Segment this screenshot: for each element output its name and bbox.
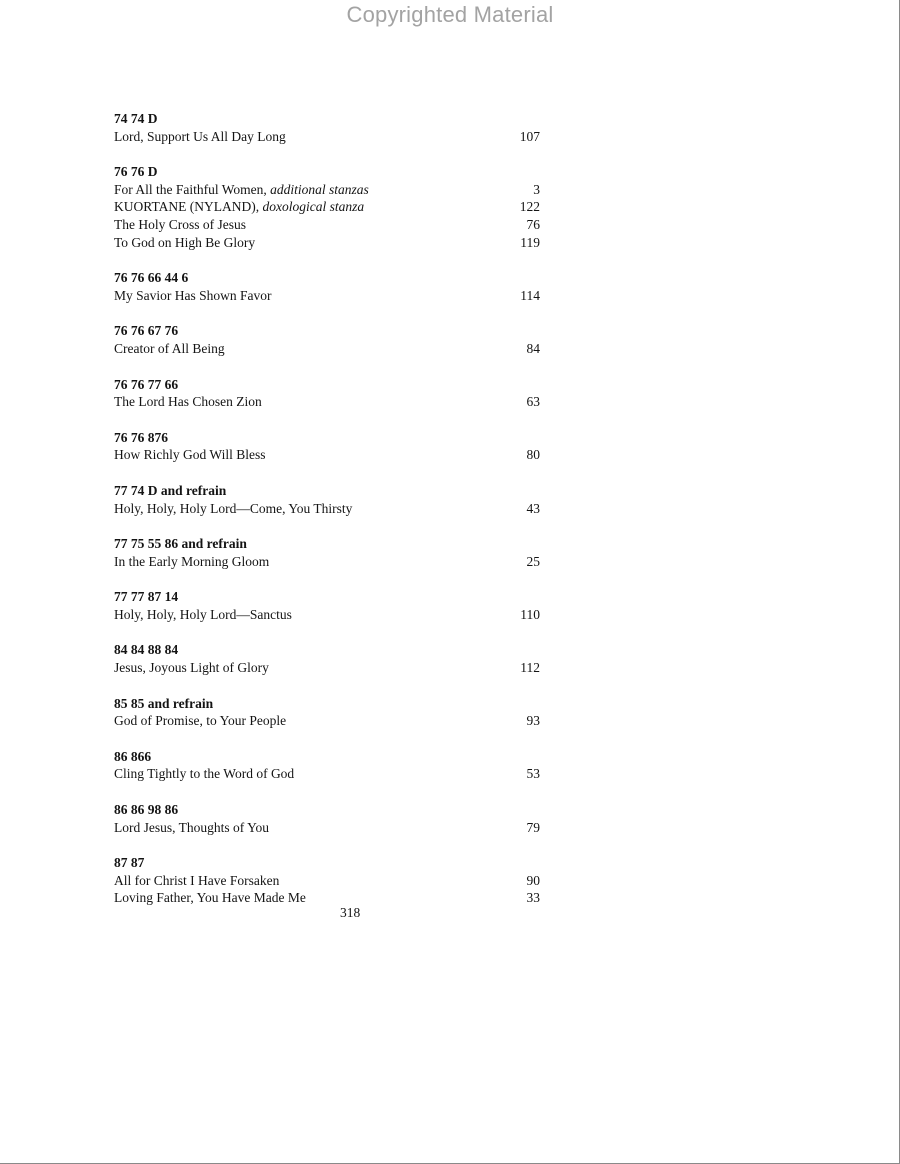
hymn-title: Jesus, Joyous Light of Glory <box>114 660 269 676</box>
page-number: 318 <box>340 905 361 920</box>
hymn-title-line <box>114 340 225 358</box>
hymn-number: 119 <box>520 234 540 250</box>
copyright-watermark: Copyrighted Material <box>346 2 554 27</box>
hymn-entry <box>114 889 540 907</box>
hymn-number: 80 <box>526 447 540 463</box>
hymn-entry <box>114 234 540 252</box>
meter-group <box>114 482 540 517</box>
hymn-number: 3 <box>533 181 540 197</box>
hymn-title: Creator of All Being <box>114 340 225 356</box>
hymn-entry <box>114 216 540 234</box>
hymn-number: 79 <box>526 819 540 835</box>
meter-index <box>114 110 540 925</box>
hymn-title-line <box>114 128 286 146</box>
hymn-title-line <box>114 712 286 730</box>
hymn-title: In the Early Morning Gloom <box>114 553 270 569</box>
hymn-title-line <box>114 659 269 677</box>
meter-heading: 84 84 88 84 <box>114 642 179 658</box>
hymn-note: doxological stanza <box>262 199 365 215</box>
hymn-number: 114 <box>520 287 540 303</box>
meter-group <box>114 376 540 411</box>
hymn-entry <box>114 340 540 358</box>
hymn-number: 93 <box>526 713 540 729</box>
meter-group <box>114 322 540 357</box>
hymn-note: additional stanzas <box>270 181 369 197</box>
meter-heading: 76 76 67 76 <box>114 323 179 339</box>
meter-group <box>114 429 540 464</box>
hymn-title: How Richly God Will Bless <box>114 447 266 463</box>
meter-group <box>114 854 540 907</box>
hymn-number: 63 <box>526 394 540 410</box>
hymn-number: 33 <box>526 890 540 906</box>
meter-group <box>114 748 540 783</box>
hymn-number: 84 <box>526 340 540 356</box>
hymn-title-line <box>114 181 369 199</box>
hymn-number: 25 <box>526 553 540 569</box>
meter-heading: 76 76 876 <box>114 429 168 445</box>
meter-heading: 74 74 D <box>114 111 158 126</box>
hymn-entry <box>114 819 540 837</box>
hymn-title-line <box>114 765 294 783</box>
hymn-entry <box>114 181 540 199</box>
hymn-title-line <box>114 889 306 907</box>
hymn-entry <box>114 446 540 464</box>
meter-heading: 76 76 77 66 <box>114 376 179 392</box>
hymn-entry <box>114 712 540 730</box>
hymn-entry <box>114 872 540 890</box>
hymn-number: 76 <box>526 216 540 232</box>
hymn-title-line <box>114 500 352 518</box>
hymn-number: 43 <box>526 500 540 516</box>
hymn-title-line <box>114 446 265 464</box>
hymn-number: 112 <box>520 660 540 676</box>
hymn-entry <box>114 287 540 305</box>
hymn-title-line <box>114 606 292 624</box>
hymn-title: All for Christ I Have Forsaken <box>114 872 280 888</box>
meter-group <box>114 163 540 251</box>
hymn-title: God of Promise, to Your People <box>114 713 287 729</box>
hymn-title-line <box>114 198 364 216</box>
hymn-entry <box>114 500 540 518</box>
meter-group <box>114 535 540 570</box>
meter-group <box>114 110 540 145</box>
hymn-entry <box>114 659 540 677</box>
hymn-entry <box>114 606 540 624</box>
hymn-entry <box>114 128 540 146</box>
meter-heading: 77 75 55 86 and refrain <box>114 536 247 552</box>
meter-heading: 85 85 and refrain <box>114 695 214 711</box>
hymn-entry <box>114 198 540 216</box>
hymn-title: Lord Jesus, Thoughts of You <box>114 819 270 835</box>
meter-heading: 76 76 D <box>114 164 158 180</box>
hymn-title: The Lord Has Chosen Zion <box>114 394 262 410</box>
hymn-title: Cling Tightly to the Word of God <box>114 766 295 782</box>
hymn-title: To God on High Be Glory <box>114 234 256 250</box>
hymn-title: Holy, Holy, Holy Lord—Sanctus <box>114 606 292 622</box>
hymn-number: 90 <box>526 872 540 888</box>
meter-heading: 77 77 87 14 <box>114 589 179 605</box>
hymn-number: 107 <box>519 128 540 144</box>
hymn-title-line <box>114 819 269 837</box>
hymn-title: Lord, Support Us All Day Long <box>114 128 286 144</box>
meter-heading: 87 87 <box>114 855 145 871</box>
hymn-entry <box>114 393 540 411</box>
hymn-title-line <box>114 553 269 571</box>
hymn-title: The Holy Cross of Jesus <box>114 216 246 232</box>
hymn-title: My Savior Has Shown Favor <box>114 287 272 303</box>
meter-group <box>114 641 540 676</box>
meter-heading: 86 86 98 86 <box>114 802 179 818</box>
hymn-number: 53 <box>526 766 540 782</box>
meter-group <box>114 801 540 836</box>
hymn-title: For All the Faithful Women, <box>114 181 267 197</box>
hymn-title: Holy, Holy, Holy Lord—Come, You Thirsty <box>114 500 353 516</box>
hymn-title-line <box>114 287 272 305</box>
hymn-title-line <box>114 872 279 890</box>
hymn-title-line <box>114 234 255 252</box>
meter-group <box>114 269 540 304</box>
hymn-number: 110 <box>520 606 540 622</box>
meter-group <box>114 695 540 730</box>
hymn-title: KUORTANE (NYLAND), <box>114 199 260 215</box>
meter-group <box>114 588 540 623</box>
hymn-title-line <box>114 216 246 234</box>
hymn-entry <box>114 765 540 783</box>
meter-heading: 77 74 D and refrain <box>114 482 227 498</box>
hymn-title: Loving Father, You Have Made Me <box>114 890 306 906</box>
hymn-number: 122 <box>519 199 540 215</box>
hymn-title-line <box>114 393 262 411</box>
hymn-entry <box>114 553 540 571</box>
meter-heading: 86 866 <box>114 748 152 764</box>
meter-heading: 76 76 66 44 6 <box>114 270 189 286</box>
